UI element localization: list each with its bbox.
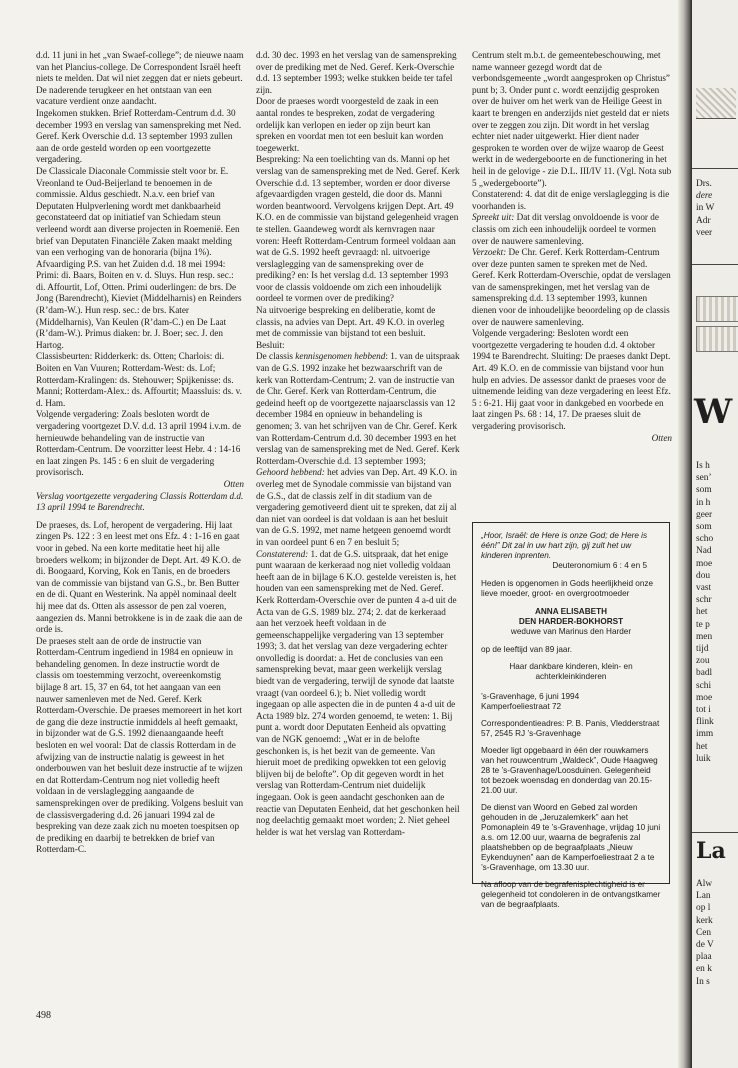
italic-phrase: Gehoord hebbend: (256, 467, 325, 478)
decorative-illustration (696, 88, 736, 119)
line-fragment: Adr (696, 215, 711, 226)
bible-quote: „Hoor, Israël: de Here is onze God; de Here is één!” Dit zal in uw hart zijn, gij zult het uw kinderen inprenten. (481, 531, 648, 560)
right-page-lines (696, 460, 714, 765)
home-address: Kamperfoeliestraat 72 (481, 702, 562, 711)
text: Dat dit verslag onvoldoende is voor de classis om zich een inhoudelijk oordeel te vormen over de nauwere samenleving. (472, 212, 659, 246)
line-fragment: som (696, 485, 712, 496)
col2-paragraph: Door de praeses wordt voorgesteld de zaak in een aantal rondes te bespreken, zodat de vergadering ordelijk kan verlopen en ieder op zijn beurt kan spreken en voordat men tot een besluit kan worden toegewerkt. (256, 96, 444, 153)
bible-reference: Deuteronomium 6 : 4 en 5 (552, 561, 647, 570)
service-info: De dienst van Woord en Gebed zal worden gehouden in de „Jeruzalemkerk” aan het Pomonaplein 49 te ’s-Gravenhage, vrijdag 10 juni a.s. om 12.00 uur, waarna de begrafenis zal plaatshebben op de begraafplaats „Nieuw Eykenduynen” aan de Kamperfoeliestraat 2 a te ’s-Gravenhage, om 13.30 uur. (481, 803, 661, 872)
col2-paragraph: Besluit: (256, 339, 285, 350)
col1-paragraph: Classisbeurten: Ridderkerk: ds. Otten; Charlois: di. Boiten en Van Vuuren; Rotterdam-West: ds. Lof; Rotterdam-Kralingen: ds. Stehouwer; Spijkenisse: ds. Manni; Rotterdam-Alex.: ds. Affourtit; Maassluis: ds. v. d. Ham. (36, 351, 242, 408)
col1-paragraph: De praeses stelt aan de orde de instructie van Rotterdam-Centrum ingediend in 1984 en opnieuw in behandeling genomen. In deze instructie wordt de classis om toestemming verzocht, overeenkomstig bijlage 8 art. 15, 37 en 64, tot het aangaan van een nauwer samenleven met de Ned. Geref. Kerk Rotterdam-Overschie. De praeses memoreert in het kort de gang die deze instructie inmiddels al heeft gemaakt, in bijzonder wat de G.S. 1992 dienaangaande heeft besloten en wel vooral: Dat de classis Rotterdam in de afwijzing van de instructie nalatig is geweest in het onderbouwen van het besluit deze instructie af te wijzen en dat Rotterdam-Centrum nog niet volledig heeft voldaan in de verslaglegging aangaande de samensprekingen over de prediking. Volgens besluit van de classisvergadering d.d. 26 januari 1994 zal de bespreking van deze zaak zich nu moeten toespitsen op de prediking en daarbij te betrekken de brief van Rotterdam-C. (36, 635, 244, 855)
widow-line: weduwe van Marinus den Harder (510, 627, 632, 636)
divider (692, 168, 738, 169)
family-line: Haar dankbare kinderen, klein- en achterkleinkinderen (509, 662, 633, 681)
col2-paragraph (256, 467, 460, 548)
italic-phrase: Verzoekt: (472, 247, 507, 258)
line-fragment: schr (696, 595, 712, 606)
age-line: op de leeftijd van 89 jaar. (481, 645, 573, 654)
col3-paragraph (472, 212, 672, 247)
text: De classis (256, 351, 296, 362)
column-1 (36, 50, 244, 856)
text: De Chr. Geref. Kerk Rotterdam-Centrum over deze punten samen te spreken met de Ned. Geref. Kerk Rotterdam-Overschie, opdat de verslagen van de samensprekingen, met het verslag van de samenspreking d.d. 13 september 1993, kunnen dienen voor de inhoudelijke beoordeling op de classis over de nauwere samenleving. (472, 247, 671, 327)
line-fragment: dere (696, 191, 713, 202)
italic-phrase: kennisgenomen hebbend (295, 351, 386, 362)
section-heading: Verslag voortgezette vergadering Classis Rotterdam d.d. 13 april 1994 te Barendrecht. (36, 490, 244, 513)
line-fragment: Drs. (696, 179, 712, 189)
line-fragment: tot i (696, 705, 711, 716)
line-fragment: dou (696, 570, 711, 581)
death-notice (472, 522, 670, 909)
col2-paragraph: Na uitvoerige bespreking en deliberatie, komt de classis, na advies van Dept. Art. 49 K.O. in overleg met de commissie van bijstand tot een besluit. (256, 305, 445, 339)
line-fragment: sen’ (696, 473, 712, 484)
col2-paragraph: Bespreking: Na een toelichting van ds. Manni op het verslag van de samenspreking met de Ned. Geref. Kerk Overschie d.d. 13 september, worden er door diverse afgevaardigden vragen gesteld, die door ds. Manni worden beantwoord. Vervolgens krijgen Dept. Art. 49 K.O. en de commissie van bijstand gelegenheid vragen te stellen. Gaandeweg wordt als kernvragen naar voren: Heeft Rotterdam-Centrum formeel voldaan aan wat de G.S. 1992 heeft gevraagd: nl. uitvoerige verslaglegging van de samenspreking over de prediking? en: Is het verslag d.d. 13 september 1993 voor de classis voldoende om zich een inhoudelijk oordeel te vormen over de prediking? (256, 154, 460, 304)
line-fragment: veer (696, 227, 713, 238)
text: : 1. van de uitspraak van de G.S. 1992 inzake het bezwaarschrift van de kerk van Rotterdam-Centrum; 2. van de instructie van de Chr. Geref. Kerk van Rotterdam-Centrum, die gedeind heeft op de voortgezette najaarsclassis van 12 december 1984 en opnieuw in behandeling is genomen; 3. van het schrijven van de Chr. Geref. Kerk van Rotterdam-Centrum d.d. 30 december 1993 en het verslag van de samenspreking met de Ned. Geref. Kerk Rotterdam-Overschie d.d. 13 september 1993; (256, 351, 460, 466)
line-fragment: In s (696, 976, 710, 987)
condolence-info: Na afloop van de begrafenisplechtigheid is er gelegenheid tot condoleren in de ontvangstkamer van de begraafplaats. (481, 880, 661, 909)
line-fragment: moe (696, 558, 713, 569)
col1-paragraph: d.d. 11 juni in het „van Swaef-college”; de nieuwe naam van het Plancius-college. De Correspondent Israël heeft niets te melden. Dat wil niet zeggen dat er niets gebeurt. De naderende terugkeer en het ontstaan van een vacature verdient onze aandacht. (36, 50, 244, 107)
italic-phrase: Spreekt uit: (472, 212, 515, 223)
notice-intro: Heden is opgenomen in Gods heerlijkheid onze lieve moeder, groot- en overgrootmoeder (481, 579, 654, 598)
section-heading: La (696, 838, 726, 864)
col2-paragraph: d.d. 30 dec. 1993 en het verslag van de samenspreking over de prediking met de Ned. Geref. Kerk-Overschie d.d. 13 september 1993; welke stukken beide ter tafel zijn. (256, 50, 457, 95)
decorative-illustration (696, 326, 738, 352)
italic-phrase: Constaterend: (256, 548, 309, 559)
text: het advies van Dep. Art. 49 K.O. in overleg met de Synodale commissie van bijstand van de G.S., dat de classis zelf in dit stadium van de vergadering gemotiveerd dient uit te spreken, dat zij al dan niet van oordeel is dat voldaan is aan het besluit van de G.S. 1992, met name hetgeen genoemd wordt in van oordeel punt 6 en 7 en besluit 5; (256, 467, 457, 547)
line-fragment: het (696, 741, 708, 752)
col3-paragraph (472, 247, 672, 328)
divider (692, 264, 738, 265)
book-gutter (678, 0, 692, 1068)
line-fragment: Cen (696, 927, 712, 938)
line-fragment: tijd (696, 644, 709, 655)
col1-paragraph: Afvaardiging P.S. van het Zuiden d.d. 18 mei 1994: Primi: di. Baars, Boiten en v. d. Sluys. Hun resp. sec.: di. Affourtit, Lof, Otten. Primi ouderlingen: de brs. De Jong (Barendrecht), Kieviet (Middelharnis) en Reinders (R’dam-W.). Hun resp. sec.: de brs. Kater (Middelharnis), Van Keulen (R’dam-C.) en De Laat (R’dam-W.). Primus diaken: br. J. Boer; sec. J. den Hartog. (36, 258, 242, 350)
line-fragment: Is h (696, 461, 710, 471)
line-fragment: kerk (696, 915, 713, 926)
text: 1. dat de G.S. uitspraak, dat het enige punt waaraan de kerkeraad nog niet volledig voldaan heeft aan de in bijlage 6 K.O. gestelde vereisten is, het houden van een samenspreking met de Ned. Geref. Kerk Rotterdam-Overschie over de punten 4 a-d uit de Acta van de G.S. 1989 blz. 274; 2. dat de kerkeraad aan het verzoek heeft voldaan in de gemeenschappelijke vergadering van 13 september 1993; 3. dat het verslag van deze vergadering echter onvolledig is doordat: a. Het de conclusies van een samenspreking bevat, maar geen werkelijk verslag biedt van de vergadering, terwijl de synode dat laatste vraagt (van oordeel 6.); b. Niet volledig wordt ingegaan op alle aspecten die in de punten 4 a-d uit de Acta 1989 blz. 274 worden genoemd, te weten: 1. Bij punt a. wordt door Deputaten Eenheid als opvatting van de NGK genoemd: „Wat er in de belofte geschonken is, is het bezit van de gemeente. Van hieruit moet de prediking opwekken tot een gelovig blijven bij de belofte”. Op dit gegeven wordt in het verslag van Rotterdam-Centrum niet duidelijk ingegaan. Ook is geen aandacht geschonken aan de reactie van Deputaten Eenheid, dat het geschonken heil nog deelachtig gemaakt moet worden; 2. Niet geheel helder is wat het verslag van Rotterdam- (256, 548, 460, 837)
right-page-lines (696, 178, 714, 239)
page-number: 498 (36, 1010, 51, 1021)
col3-paragraph: Centrum stelt m.b.t. de gemeentebeschouwing, met name wanneer gezegd wordt dat de verbondsgemeente „wordt aangesproken op Christus” punt b; 3. Onder punt c. wordt eenzijdig gesproken over de huiver om het werk van de Heilige Geest in kaart te brengen en anderzijds niet gesteld dat er niets over te zeggen zou zijn. Dit wordt in het verslag echter niet nader uitgewerkt. Hier dient nader gesproken te worden over de wijze waarop de Geest werkt in de wedergeboorte en de functionering in het heil in de gelovige - zie D.L. III/IV 11. (Vgl. Nota sub 5 „wedergeboorte”). (472, 50, 672, 188)
line-fragment: plaa (696, 952, 712, 963)
decorative-illustration (696, 296, 738, 322)
line-fragment: men (696, 631, 713, 642)
col1-paragraph: De praeses, ds. Lof, heropent de vergadering. Hij laat zingen Ps. 122 : 3 en leest met ons Efz. 4 : 1-16 en gaat voor in gebed. Na een korte meditatie heet hij alle broeders welkom; in bijzonder de Dept. Art. 49 K.O. de di. Boogaard, Korving, Kok en Tanis, en de broeders van de commissie van bijstand van G.S., br. Ben Butter en de di. Quant en Westerink. Na appèl nominaal deelt hij mee dat ds. Otten als assessor de pen zal voeren, aangezien ds. Manni betrokkene is in de zaak die aan de orde is. (36, 519, 243, 635)
line-fragment: Alw (696, 879, 713, 889)
line-fragment: badl (696, 668, 713, 679)
place-date: ’s-Gravenhage, 6 juni 1994 (481, 692, 580, 701)
line-fragment: Lan (696, 891, 711, 902)
col1-paragraph: Volgende vergadering: Zoals besloten wordt de vergadering voortgezet D.V. d.d. 13 april 1994 i.v.m. de hernieuwde behandeling van de instructie van Rotterdam-Centrum. De voorzitter leest Hebr. 4 : 14-16 en laat zingen Ps. 145 : 6 en sluit de vergadering provisorisch. (36, 409, 241, 478)
col2-paragraph (256, 549, 460, 839)
divider (692, 832, 738, 833)
big-heading-letter: W (694, 392, 733, 432)
line-fragment: moe (696, 692, 713, 703)
column-3 (472, 50, 672, 444)
right-page-fragment (692, 0, 738, 1068)
signature: Otten (651, 432, 672, 443)
right-page-lines (696, 878, 714, 988)
col1-paragraph: Ingekomen stukken. Brief Rotterdam-Centrum d.d. 30 december 1993 en verslag van samenspreking met Ned. Geref. Kerk Overschie d.d. 13 september 1993 zullen aan de orde gesteld worden op een voortgezette vergadering. (36, 107, 242, 165)
line-fragment: in W (696, 203, 715, 214)
col1-paragraph: De Classicale Diaconale Commissie stelt voor br. E. Vreonland te Oud-Beijerland te benoemen in de commissie. Aldus geschiedt. N.a.v. een brief van Deputaten Hulpverlening wordt met dankbaarheid geconstateerd dat op initiatief van Schiedam steun verleend wordt aan diverse projecten in Roemenië. Een brief van Deputaten Financiële Zaken maakt melding van een verhoging van de honoraria (bijna 1%). (36, 165, 240, 258)
line-fragment: imm (696, 729, 714, 740)
deceased-name-line1: ANNA ELISABETH (534, 607, 608, 616)
col2-paragraph (256, 351, 460, 467)
correspondence-address: Correspondentieadres: P. B. Panis, Vledderstraat 57, 2545 RJ ’s-Gravenhage (481, 719, 660, 738)
line-fragment: in h (696, 497, 711, 508)
line-fragment: geer (696, 509, 713, 520)
line-fragment: de V (696, 940, 714, 951)
line-fragment: het (696, 607, 708, 618)
line-fragment: scho (696, 534, 714, 545)
line-fragment: flink (696, 717, 714, 728)
col3-paragraph: Volgende vergadering: Besloten wordt een voortgezette vergadering te houden d.d. 4 oktober 1994 te Barendrecht. Sluiting: De praeses dankt Dept. Art. 49 K.O. en de commissie van bijstand voor hun hulp en advies. De assessor dankt de praeses voor de uitnemende leiding van deze vergadering en leest Efz. 5 : 6-21. Hij gaat voor in dankgebed en voorbede en laat zingen Ps. 68 : 14, 17. De praeses sluit de vergadering provisorisch. (472, 328, 671, 431)
column-2 (256, 50, 460, 838)
signature: Otten (223, 478, 244, 489)
deceased-name-line2: DEN HARDER-BOKHORST (518, 617, 624, 626)
line-fragment: en k (696, 964, 712, 975)
line-fragment: zou (696, 656, 710, 667)
line-fragment: som (696, 522, 712, 533)
line-fragment: op l (696, 903, 711, 914)
line-fragment: vast (696, 583, 712, 594)
col3-paragraph: Constaterend: 4. dat dit de enige verslaglegging is die voorhanden is. (472, 189, 670, 211)
line-fragment: schi (696, 680, 712, 691)
line-fragment: te p (696, 619, 710, 630)
line-fragment: luik (696, 753, 711, 764)
line-fragment: Nad (696, 546, 712, 557)
viewing-info: Moeder ligt opgebaard in één der rouwkamers van het rouwcentrum „Waldeck”, Oude Haagweg 28 te ’s-Gravenhage/Loosduinen. Gelegenheid tot bezoek woensdag en donderdag van 20.15-21.00 uur. (481, 746, 658, 795)
